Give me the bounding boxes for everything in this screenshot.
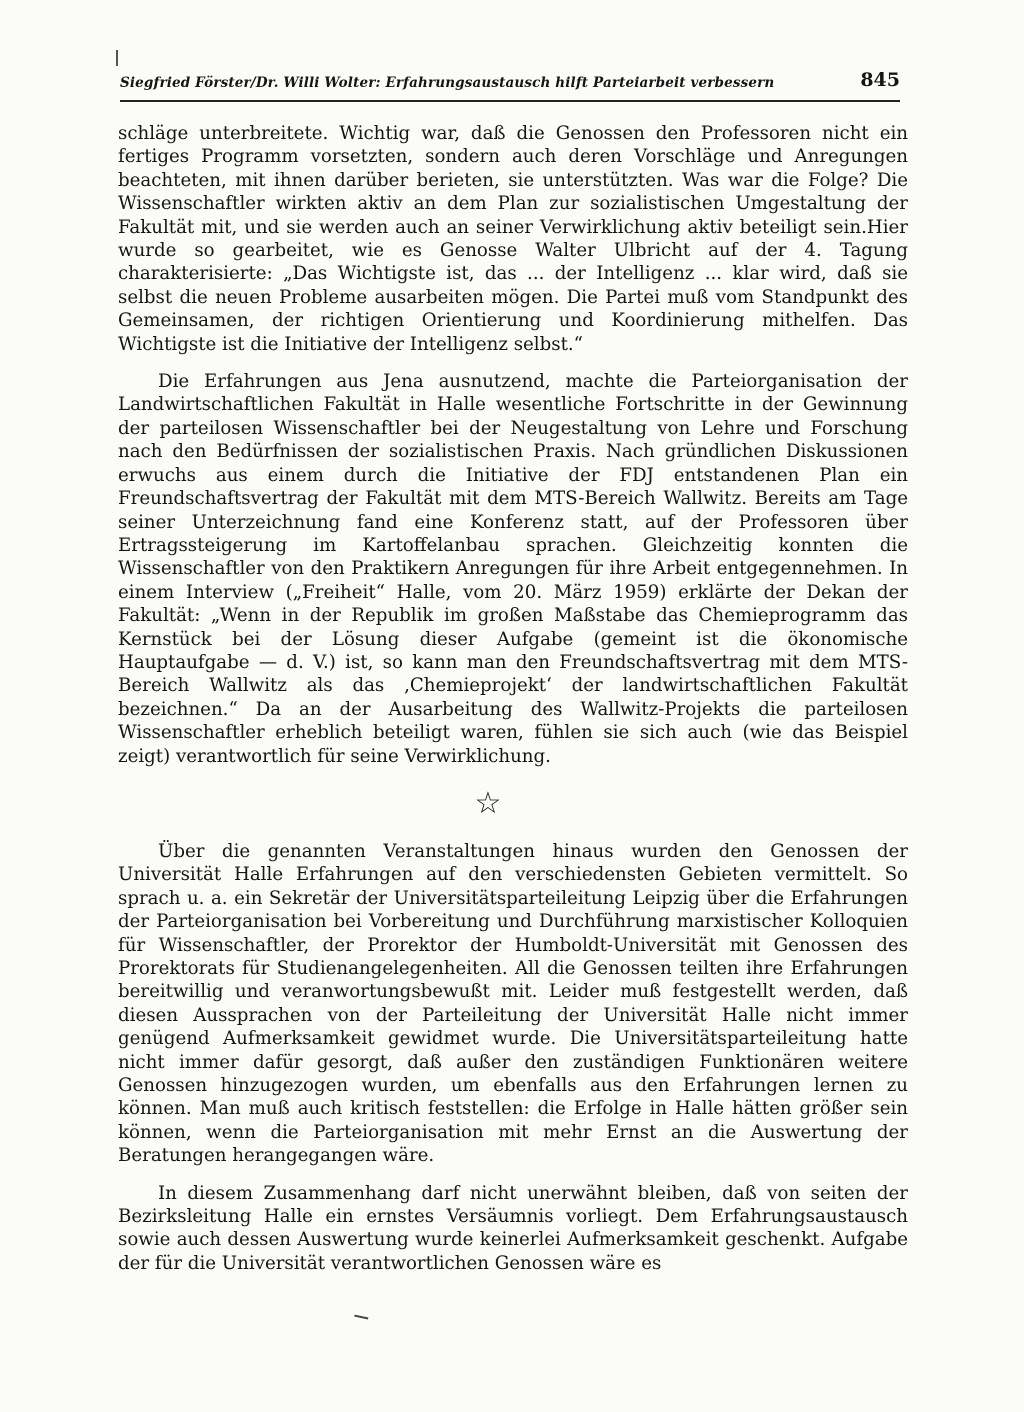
- page-number: 845: [860, 69, 900, 91]
- paragraph-2: Die Erfahrungen aus Jena ausnutzend, machte die Parteiorganisation der Landwirtschaftlichen Fakultät in Halle wesentliche Fortschritte in der Gewinnung der parteilosen Wissenschaftler bei der Neugestaltung von Lehre und Forschung nach den Bedürfnissen der sozialistischen Praxis. Nach gründlichen Diskussionen erwuchs aus einem durch die Initiative der FDJ entstandenen Plan ein Freundschaftsvertrag der Fakultät mit dem MTS-Bereich Wallwitz. Bereits am Tage seiner Unterzeichnung fand eine Konferenz statt, auf der Professoren über Ertragssteigerung im Kartoffelanbau sprachen. Gleichzeitig konnten die Wissenschaftler von den Praktikern Anregungen für ihre Arbeit entgegennehmen. In einem Interview („Freiheit“ Halle, vom 20. März 1959) erklärte der Dekan der Fakultät: „Wenn in der Republik im großen Maßstabe das Chemieprogramm das Kernstück bei der Lösung dieser Aufgabe (gemeint ist die ökonomische Hauptaufgabe — d. V.) ist, so kann man den Freundschaftsvertrag mit dem MTS-Bereich Wallwitz als das ‚Chemieprojekt‘ der landwirtschaftlichen Fakultät bezeichnen.“ Da an der Ausarbeitung des Wallwitz-Projekts die parteilosen Wissenschaftler erheblich beteiligt waren, fühlen sie sich auch (wie das Beispiel zeigt) verantwortlich für seine Verwirklichung.: [118, 371, 908, 767]
- margin-mark: [116, 50, 118, 66]
- paragraph-4: In diesem Zusammenhang darf nicht unerwähnt bleiben, daß von seiten der Bezirksleitung Halle ein ernstes Versäumnis vorliegt. Dem Erfahrungsaustausch sowie auch dessen Auswertung wurde keinerlei Aufmerksamkeit geschenkt. Aufgabe der für die Universität verantwortlichen Genossen wäre es: [118, 1182, 908, 1274]
- paragraph-1: schläge unterbreitete. Wichtig war, daß die Genossen den Professoren nicht ein fertiges Programm vorsetzten, sondern auch deren Vorschläge und Anregungen beachteten, mit ihnen darüber berieten, sie unterstützten. Was war die Folge? Die Wissenschaftler wirkten aktiv an dem Plan zur sozialistischen Umgestaltung der Fakultät mit, und sie werden auch an seiner Verwirklichung aktiv beteiligt sein.Hier wurde so gearbeitet, wie es Genosse Walter Ulbricht auf der 4. Tagung charakterisierte: „Das Wichtigste ist, das ... der Intelligenz ... klar wird, daß sie selbst die neuen Probleme ausarbeiten mögen. Die Partei muß vom Standpunkt des Gemeinsamen, der richtigen Orientierung und Koordinierung mithelfen. Das Wichtigste ist die Initiative der Intelligenz selbst.“: [118, 123, 908, 355]
- paragraph-3: Über die genannten Veranstaltungen hinaus wurden den Genossen der Universität Halle Erfahrungen auf den verschiedensten Gebieten vermittelt. So sprach u. a. ein Sekretär der Universitätsparteileitung Leipzig über die Erfahrungen der Parteiorganisation bei Vorbereitung und Durchführung marxistischer Kolloquien für Wissenschaftler, der Prorektor der Humboldt-Universität mit Genossen des Prorektorats für Studienangelegenheiten. All die Genossen teilten ihre Erfahrungen bereitwillig und veranwortungsbewußt mit. Leider muß festgestellt werden, daß diesen Aussprachen von der Parteileitung der Universität Halle nicht immer genügend Aufmerksamkeit gewidmet wurde. Die Universitätsparteileitung hatte nicht immer dafür gesorgt, daß außer den zuständigen Funktionären weitere Genossen hinzugezogen wurden, um ebenfalls aus den Erfahrungen lernen zu können. Man muß auch kritisch feststellen: die Erfolge in Halle hätten größer sein können, wenn die Parteiorganisation mit mehr Ernst an die Auswertung der Beratungen herangegangen wäre.: [118, 840, 908, 1167]
- header-rule: [120, 100, 900, 102]
- star-outline-icon: ☆: [474, 785, 502, 821]
- paragraph-gap: [118, 1168, 908, 1182]
- running-title: Siegfried Förster/Dr. Willi Wolter: Erfahrungsaustausch hilft Parteiarbeit verbessern: [120, 75, 775, 91]
- body-text: [118, 122, 908, 1275]
- section-separator: [118, 768, 908, 840]
- paragraph-gap: [118, 356, 908, 370]
- stray-mark: [354, 1315, 369, 1323]
- running-header: [120, 60, 900, 104]
